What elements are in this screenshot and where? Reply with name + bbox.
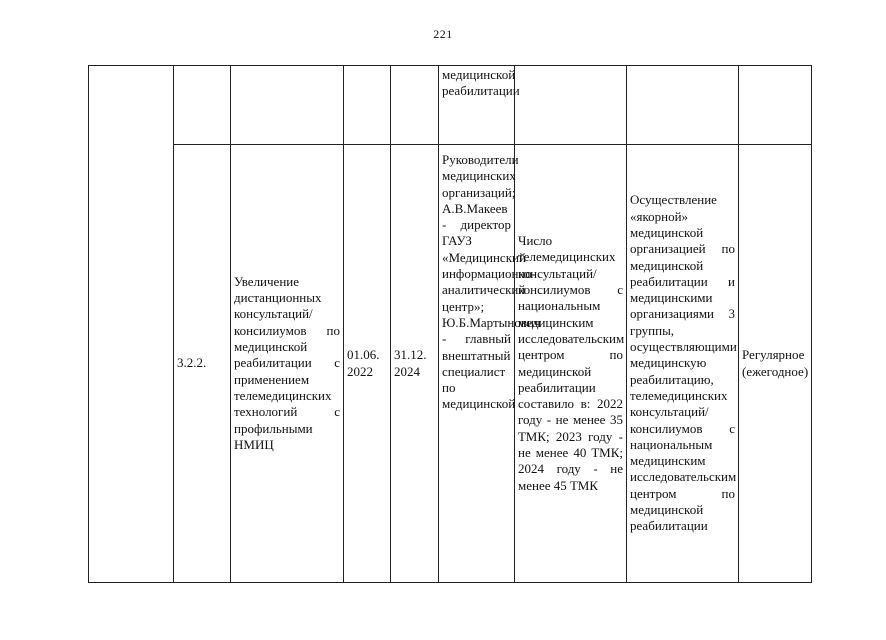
continued-row bbox=[89, 66, 812, 145]
start-cell-empty bbox=[344, 66, 391, 145]
frequency-text: Регулярное (ежегодное) bbox=[742, 347, 809, 379]
responsible-tail-text: медицинской реабилитации bbox=[442, 67, 520, 99]
indicator-text: Число телемедицинских консультаций/консилиумов с национальным медицинским исследовательским центром по медицинской реабилитации составило в: 2022 году - не менее 35 ТМК; 2023 году - не менее 40 ТМК; 2024 году - не менее 45 ТМК bbox=[518, 233, 625, 493]
indicator-cell bbox=[515, 145, 627, 583]
page-number: 221 bbox=[433, 27, 453, 41]
plan-table bbox=[88, 65, 812, 583]
table-row bbox=[89, 145, 812, 583]
responsible-cell bbox=[439, 145, 541, 583]
end-cell-empty bbox=[391, 66, 439, 145]
item-number-cell bbox=[174, 145, 231, 583]
result-cell bbox=[627, 145, 739, 583]
frequency-cell bbox=[739, 145, 812, 583]
indicator-cell-empty bbox=[515, 66, 627, 145]
result-cell-empty bbox=[627, 66, 739, 145]
result-text: Осуществление «якорной» медицинской организацией по медицинской реабилитации и медицинскими организациями 3 группы, осуществляющими медицинскую реабилитацию, телемедицинских консультаций/консилиумов с национальным медицинским исследовательским центром по медицинской реабилитации bbox=[630, 192, 737, 534]
responsible-text: Руководители медицинских организаций; А.В.Макеев - директор ГАУЗ «Медицинский информационно-аналитический центр»; Ю.Б.Мартынович - главный внештатный специалист по медицинской bbox=[442, 152, 541, 412]
start-date-cell bbox=[344, 145, 391, 583]
number-cell-empty bbox=[174, 66, 231, 145]
end-date: 31.12. 2024 bbox=[394, 347, 427, 379]
section-cell bbox=[89, 66, 174, 583]
item-number: 3.2.2. bbox=[177, 355, 207, 371]
activity-cell bbox=[231, 145, 344, 583]
frequency-cell-empty bbox=[739, 66, 812, 145]
activity-cell-empty bbox=[231, 66, 344, 145]
start-date: 01.06. 2022 bbox=[347, 347, 380, 379]
activity-text: Увеличение дистанционных консультаций/консилиумов по медицинской реабилитации с применением телемедицинских технологий с профильными НМИЦ bbox=[234, 273, 340, 452]
responsible-cell-continued bbox=[439, 66, 520, 145]
end-date-cell bbox=[391, 145, 439, 583]
